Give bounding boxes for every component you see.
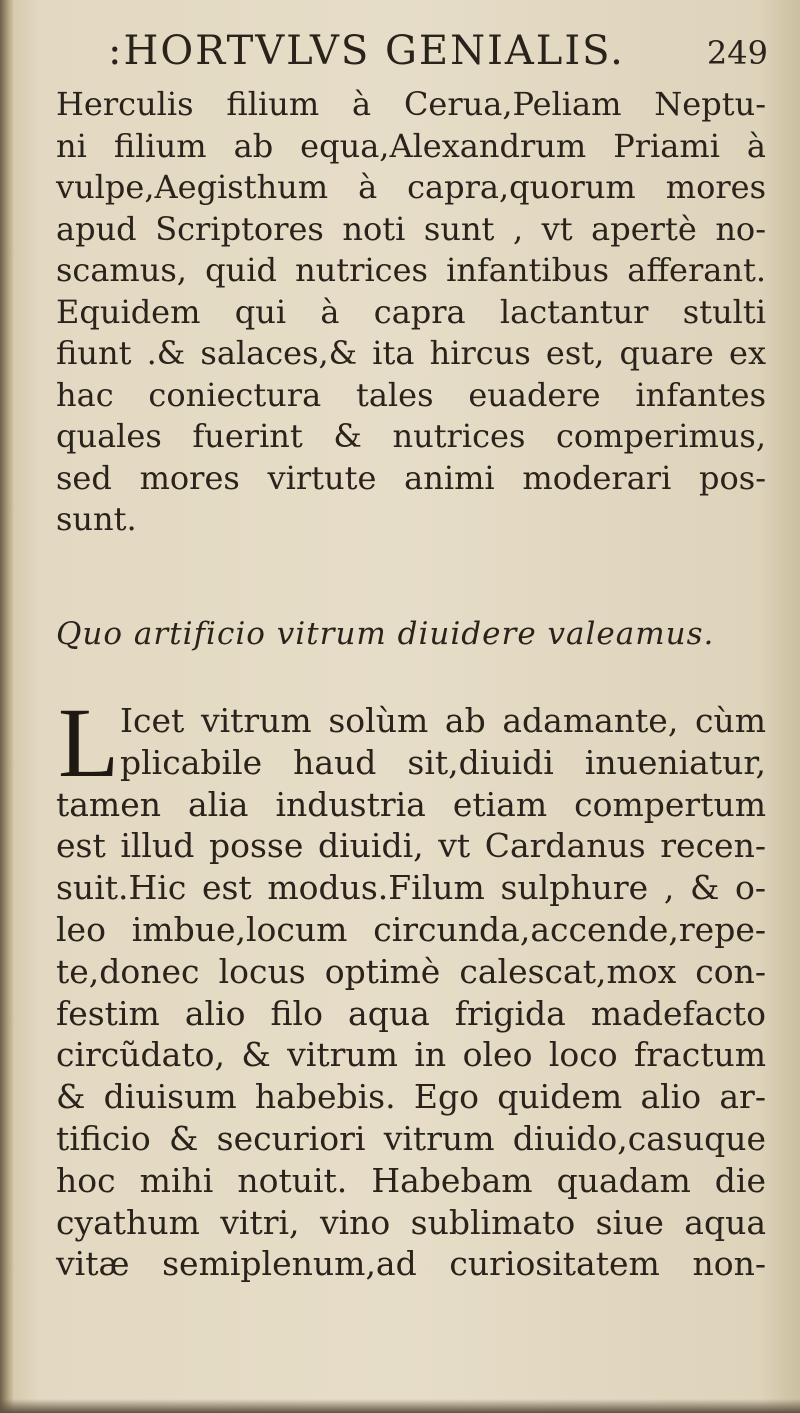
running-head: [108, 28, 768, 76]
text-line: hac coniectura tales euadere infantes: [56, 375, 766, 414]
page-number: 249: [706, 34, 768, 72]
text-line: & diuisum habebis. Ego quidem alio ar-: [56, 1077, 766, 1117]
text-line: cyathum vitri, vino sublimato siue aqua: [56, 1202, 766, 1242]
drop-cap: L: [58, 687, 120, 798]
text-line: scamus, quid nutrices infantibus afferant.: [56, 251, 766, 289]
text-line: sed mores virtute animi moderari pos-: [56, 458, 766, 497]
text-line: tificio & securiori vitrum diuido,casuque: [56, 1118, 766, 1158]
text-line: quales fuerint & nutrices comperimus,: [56, 417, 766, 455]
text-line: sunt.: [56, 500, 137, 538]
text-line: fiunt .& salaces,& ita hircus est, quare ex: [56, 334, 766, 372]
running-title: :HORTVLVS GENIALIS.: [108, 28, 625, 74]
paragraph-2: [56, 687, 766, 1285]
text-line: apud Scriptores noti sunt , vt apertè no-: [56, 209, 766, 248]
text-line: Equidem qui à capra lactantur stulti: [56, 292, 766, 331]
text-line: festim alio filo aqua frigida madefacto: [56, 993, 766, 1033]
text-line: vitæ semiplenum,ad curiositatem non-: [56, 1244, 766, 1284]
section-heading: Quo artificio vitrum diuidere valeamus.: [56, 616, 715, 652]
text-line: ni filium ab equa,Alexandrum Priami à: [56, 126, 766, 165]
text-line: suit.Hic est modus.Filum sulphure , & o-: [56, 868, 766, 908]
text-line: hoc mihi notuit. Habebam quadam die: [56, 1160, 766, 1200]
text-line: leo imbue,locum circunda,accende,repe-: [56, 909, 766, 949]
text-line: tamen alia industria etiam compertum: [56, 784, 766, 824]
text-line: est illud posse diuidi, vt Cardanus recen-: [56, 826, 766, 866]
text-line: plicabile haud sit,diuidi inueniatur,: [120, 742, 766, 782]
text-line: te,donec locus optimè calescat,mox con-: [56, 951, 766, 991]
paragraph-1: [56, 84, 766, 541]
text-line: circũdato, & vitrum in oleo loco fractum: [56, 1035, 766, 1075]
text-line: vulpe,Aegisthum à capra,quorum mores: [56, 168, 766, 206]
text-line: Herculis filium à Ceruа,Peliam Neptu-: [56, 85, 766, 123]
text-line: Icet vitrum solùm ab adamante, cùm: [120, 701, 766, 740]
